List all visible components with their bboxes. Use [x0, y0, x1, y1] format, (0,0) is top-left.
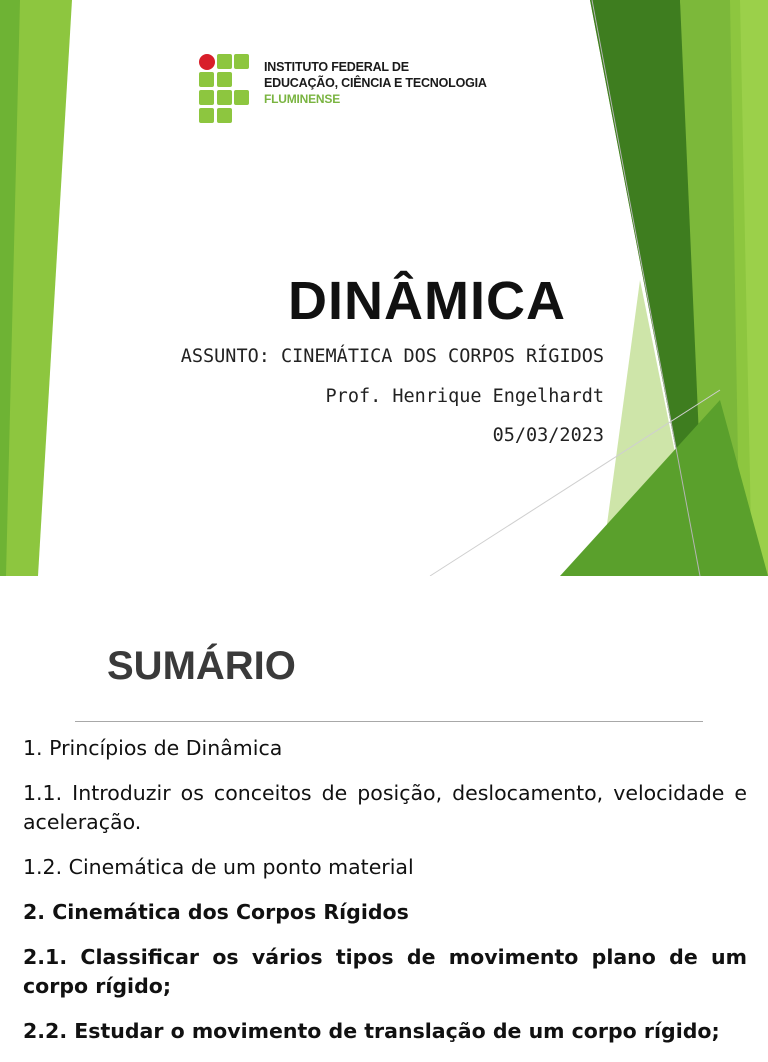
logo-text — [264, 59, 487, 107]
list-item: 1.2. Cinemática de um ponto material — [23, 855, 414, 879]
professor-line: Prof. Henrique Engelhardt — [325, 386, 604, 407]
list-item: 2.1. Classificar os vários tipos de movimento plano de um corpo rígido; — [23, 945, 747, 998]
logo-line-3: FLUMINENSE — [264, 92, 341, 106]
summary-slide — [0, 576, 768, 1043]
summary-title: SUMÁRIO — [107, 644, 296, 688]
list-item: 2.2. Estudar o movimento de translação de um corpo rígido; — [23, 1019, 720, 1043]
slide-title: DINÂMICA — [288, 271, 566, 331]
summary-list — [23, 734, 747, 1062]
subject-line: ASSUNTO: CINEMÁTICA DOS CORPOS RÍGIDOS — [180, 346, 604, 367]
logo-line-1: INSTITUTO FEDERAL DE — [264, 60, 409, 74]
title-divider — [75, 721, 703, 722]
list-item: 1.1. Introduzir os conceitos de posição, deslocamento, velocidade e aceleração. — [23, 781, 747, 834]
date-line: 05/03/2023 — [492, 425, 604, 446]
logo-line-2: EDUCAÇÃO, CIÊNCIA E TECNOLOGIA — [264, 76, 487, 90]
logo-mark-icon — [198, 53, 250, 125]
list-item: 2. Cinemática dos Corpos Rígidos — [23, 900, 409, 924]
institute-logo — [198, 53, 498, 125]
list-item: 1. Princípios de Dinâmica — [23, 736, 283, 760]
